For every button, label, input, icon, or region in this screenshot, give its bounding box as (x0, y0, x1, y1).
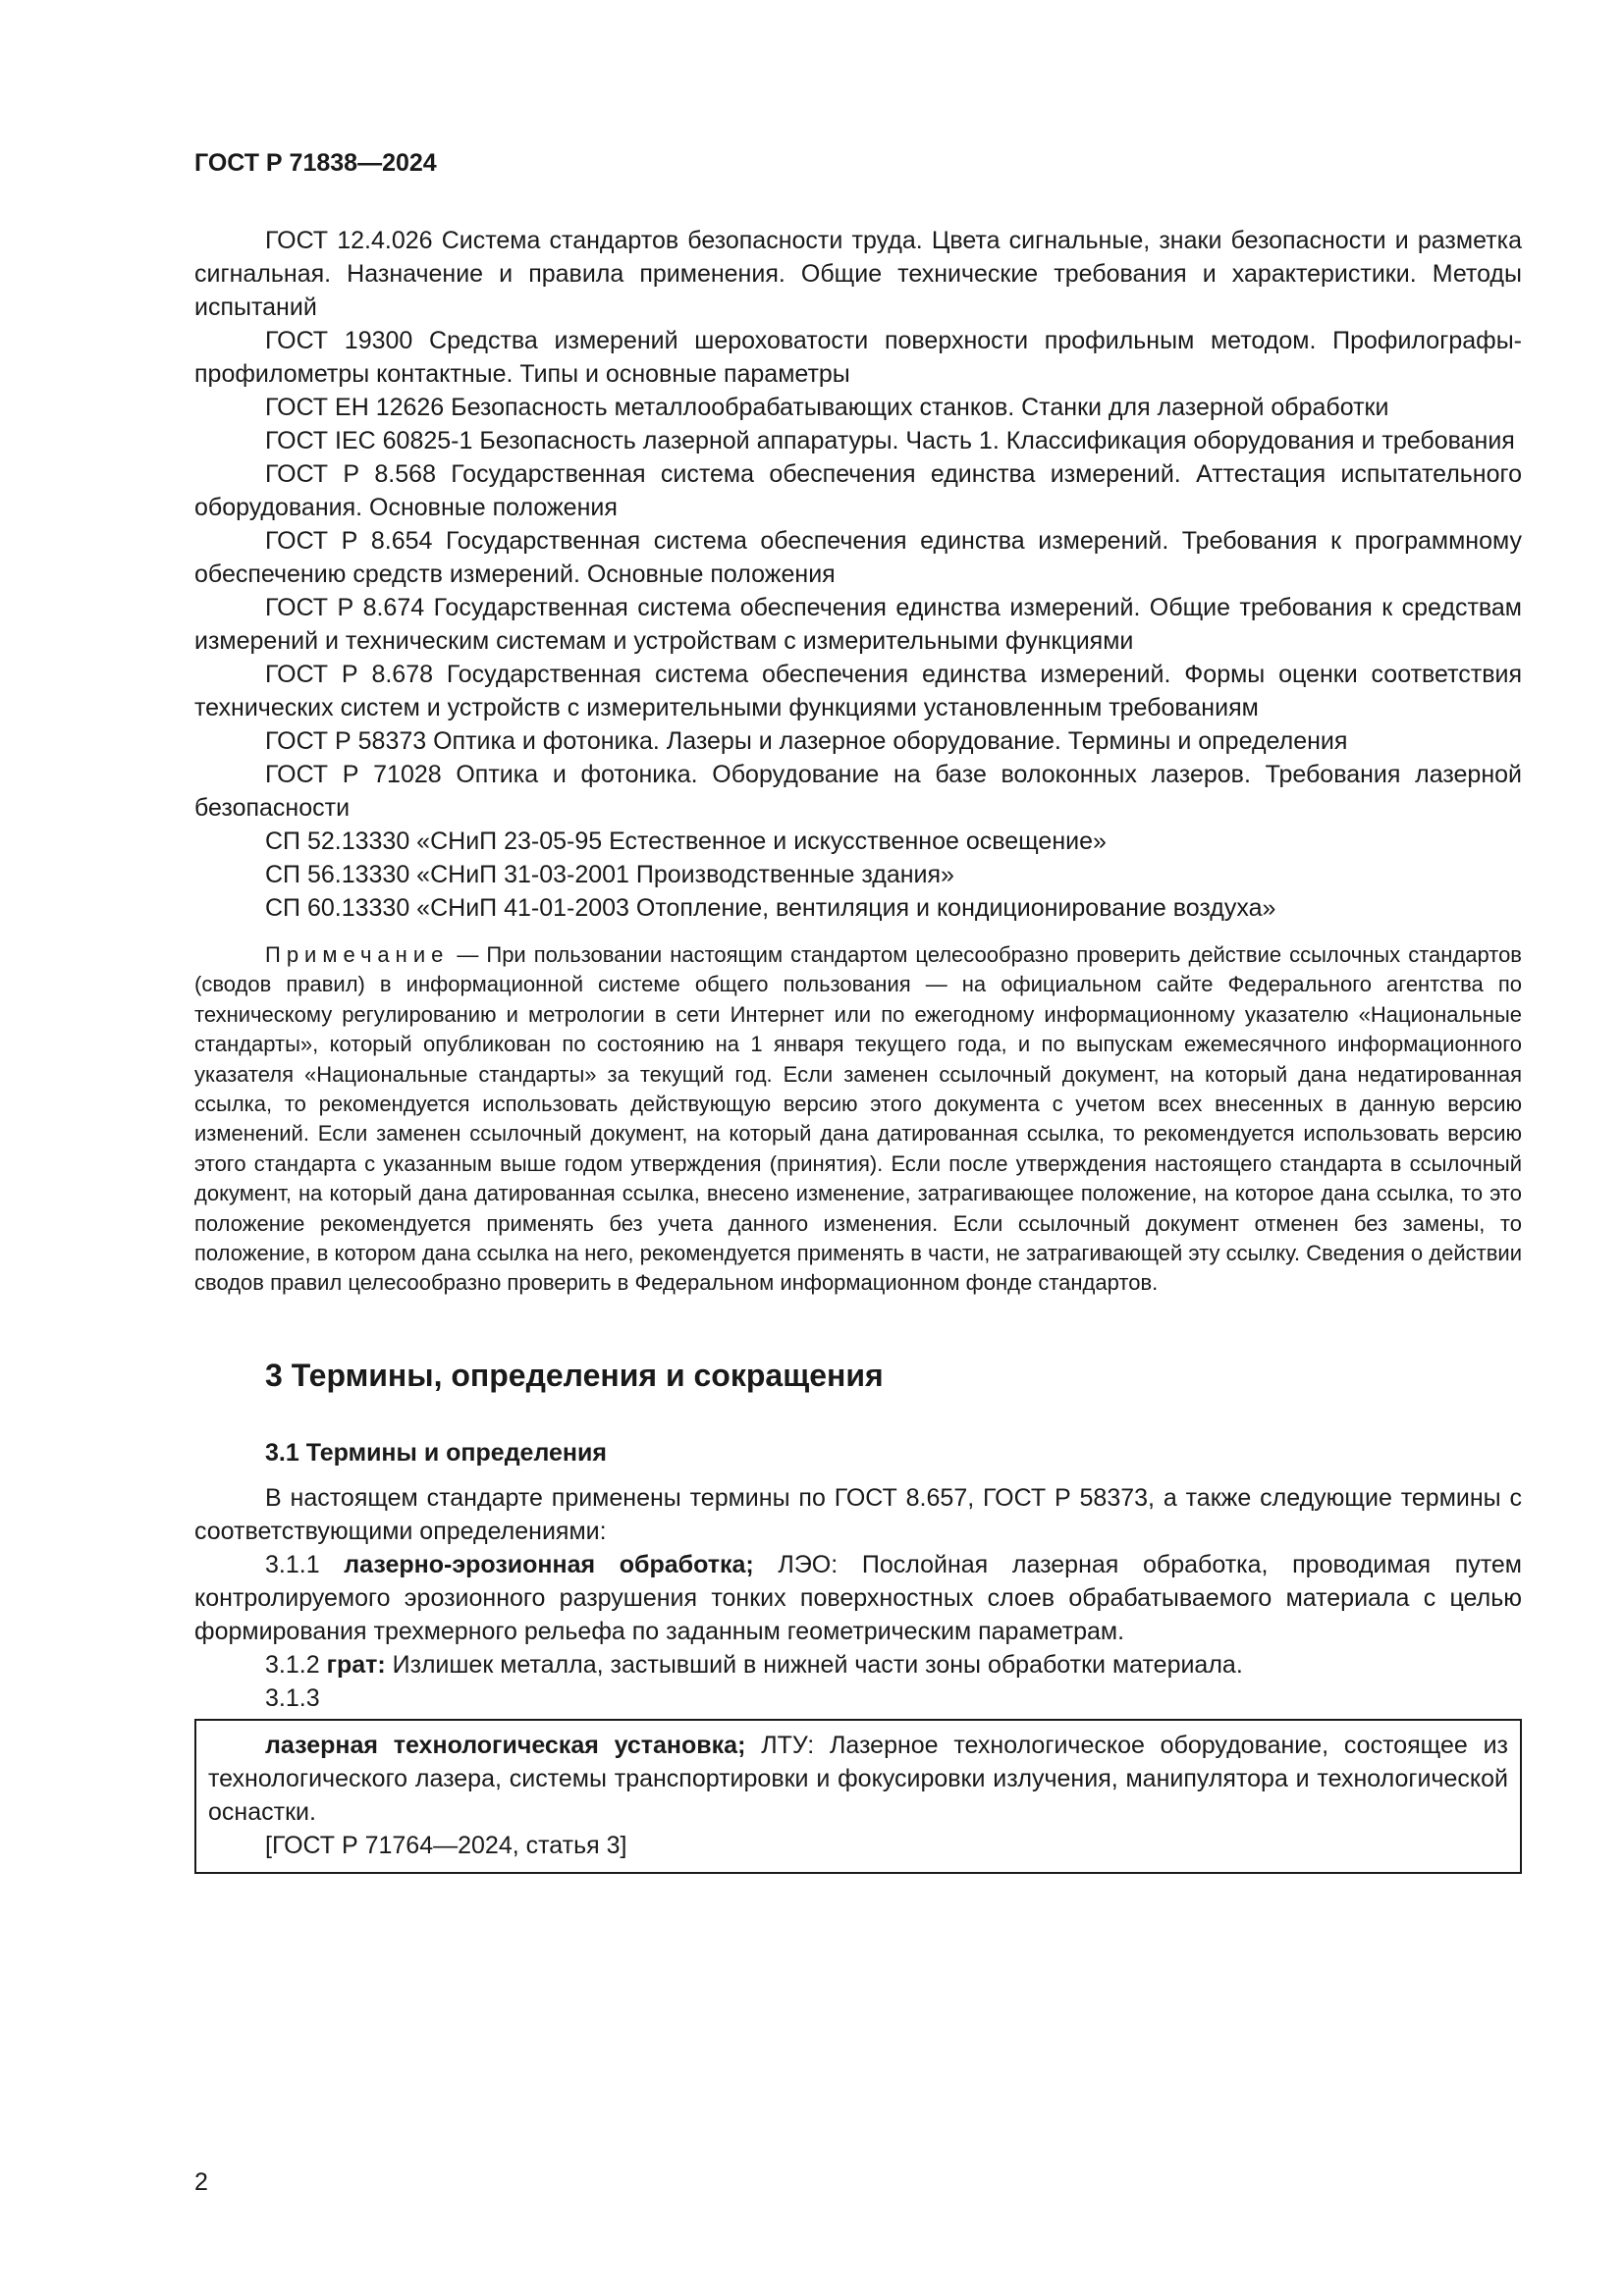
reference-item: ГОСТ Р 8.674 Государственная система обеспечения единства измерений. Общие требования к средствам измерений и техническим системам и устройствам с измерительными функциями (194, 594, 1522, 655)
term-number: 3.1.1 (265, 1550, 345, 1578)
reference-item: ГОСТ IEC 60825-1 Безопасность лазерной аппаратуры. Часть 1. Классификация оборудования и требования (265, 427, 1515, 454)
term-source: [ГОСТ Р 71764—2024, статья 3] (265, 1831, 627, 1859)
reference-item: ГОСТ Р 71028 Оптика и фотоника. Оборудование на базе волоконных лазеров. Требования лазерной безопасности (194, 761, 1522, 822)
term-entry (194, 1548, 1522, 1648)
term-name: лазерная технологическая установка; (265, 1731, 746, 1759)
boxed-term (194, 1719, 1522, 1874)
reference-item: ГОСТ ЕН 12626 Безопасность металлообрабатывающих станков. Станки для лазерной обработки (265, 394, 1389, 421)
note-paragraph (194, 940, 1522, 1299)
page-number: 2 (194, 2168, 208, 2196)
term-entry (194, 1648, 1522, 1682)
term-name: лазерно-эрозионная обработка; (344, 1550, 754, 1578)
subsection-title: 3.1 Термины и определения (265, 1438, 607, 1467)
note-label: Примечание (265, 942, 450, 967)
term-name: грат: (326, 1650, 386, 1679)
reference-item: СП 52.13330 «СНиП 23-05-95 Естественное и искусственное освещение» (265, 828, 1107, 855)
terms-intro: В настоящем стандарте применены термины по ГОСТ 8.657, ГОСТ Р 58373, а также следующие термины с соответствующими определениями: (194, 1483, 1522, 1545)
reference-item: СП 56.13330 «СНиП 31-03-2001 Производственные здания» (265, 861, 954, 888)
term-entry (208, 1729, 1508, 1829)
term-definition: ЛЭО: Послойная лазерная обработка, проводимая путем контролируемого эрозионного разрушения тонких поверхностных слоев обрабатываемого материала с целью формирования трехмерного рельефа по заданным геометрическим параметрам. (194, 1550, 1522, 1645)
term-number-only: 3.1.3 (265, 1683, 320, 1712)
note-text: — При пользовании настоящим стандартом целесообразно проверить действие ссылочных стандартов (сводов правил) в информационной системе общего пользования — на официальном сайте Федерального агентства по техническому регулированию и метрологии в сети Интернет или по ежегодному информационному указателю «Национальные стандарты», который опубликован по состоянию на 1 января текущего года, и по выпускам ежемесячного информационного указателя «Национальные стандарты» за текущий год. Если заменен ссылочный документ, на который дана недатированная ссылка, то рекомендуется использовать действующую версию этого документа с учетом всех внесенных в данную версию изменений. Если заменен ссылочный документ, на который дана датированная ссылка, то рекомендуется использовать версию этого стандарта с указанным выше годом утверждения (принятия). Если после утверждения настоящего стандарта в ссылочный документ, на который дана датированная ссылка, внесено изменение, затрагивающее положение, на которое дана ссылка, то это положение рекомендуется применять без учета данного изменения. Если ссылочный документ отменен без замены, то положение, в котором дана ссылка на него, рекомендуется применять в части, не затрагивающей эту ссылку. Сведения о действии сводов правил целесообразно проверить в Федеральном информационном фонде стандартов. (194, 942, 1522, 1296)
reference-item: ГОСТ 19300 Средства измерений шероховатости поверхности профильным методом. Профилографы-профилометры контактные. Типы и основные параметры (194, 327, 1522, 388)
reference-item: ГОСТ Р 8.568 Государственная система обеспечения единства измерений. Аттестация испытательного оборудования. Основные положения (194, 460, 1522, 521)
reference-item: ГОСТ Р 8.654 Государственная система обеспечения единства измерений. Требования к программному обеспечению средств измерений. Основные положения (194, 527, 1522, 588)
main-content (194, 224, 1522, 1874)
normative-references (194, 224, 1522, 925)
reference-item: ГОСТ Р 58373 Оптика и фотоника. Лазеры и лазерное оборудование. Термины и определения (265, 727, 1348, 755)
term-number: 3.1.2 (265, 1650, 327, 1679)
reference-item: ГОСТ 12.4.026 Система стандартов безопасности труда. Цвета сигнальные, знаки безопасности и разметка сигнальная. Назначение и правила применения. Общие технические требования и характеристики. Методы испытаний (194, 227, 1522, 321)
document-header: ГОСТ Р 71838—2024 (194, 149, 437, 177)
reference-item: СП 60.13330 «СНиП 41-01-2003 Отопление, вентиляция и кондиционирование воздуха» (265, 894, 1276, 922)
term-definition: Излишек металла, застывший в нижней части зоны обработки материала. (385, 1650, 1243, 1679)
reference-item: ГОСТ Р 8.678 Государственная система обеспечения единства измерений. Формы оценки соответствия технических систем и устройств с измерительными функциями установленным требованиям (194, 661, 1522, 721)
section-title: 3 Термины, определения и сокращения (265, 1357, 884, 1393)
term-definition: ЛТУ: Лазерное технологическое оборудование, состоящее из технологического лазера, системы транспортировки и фокусировки излучения, манипулятора и технологической оснастки. (208, 1731, 1508, 1826)
